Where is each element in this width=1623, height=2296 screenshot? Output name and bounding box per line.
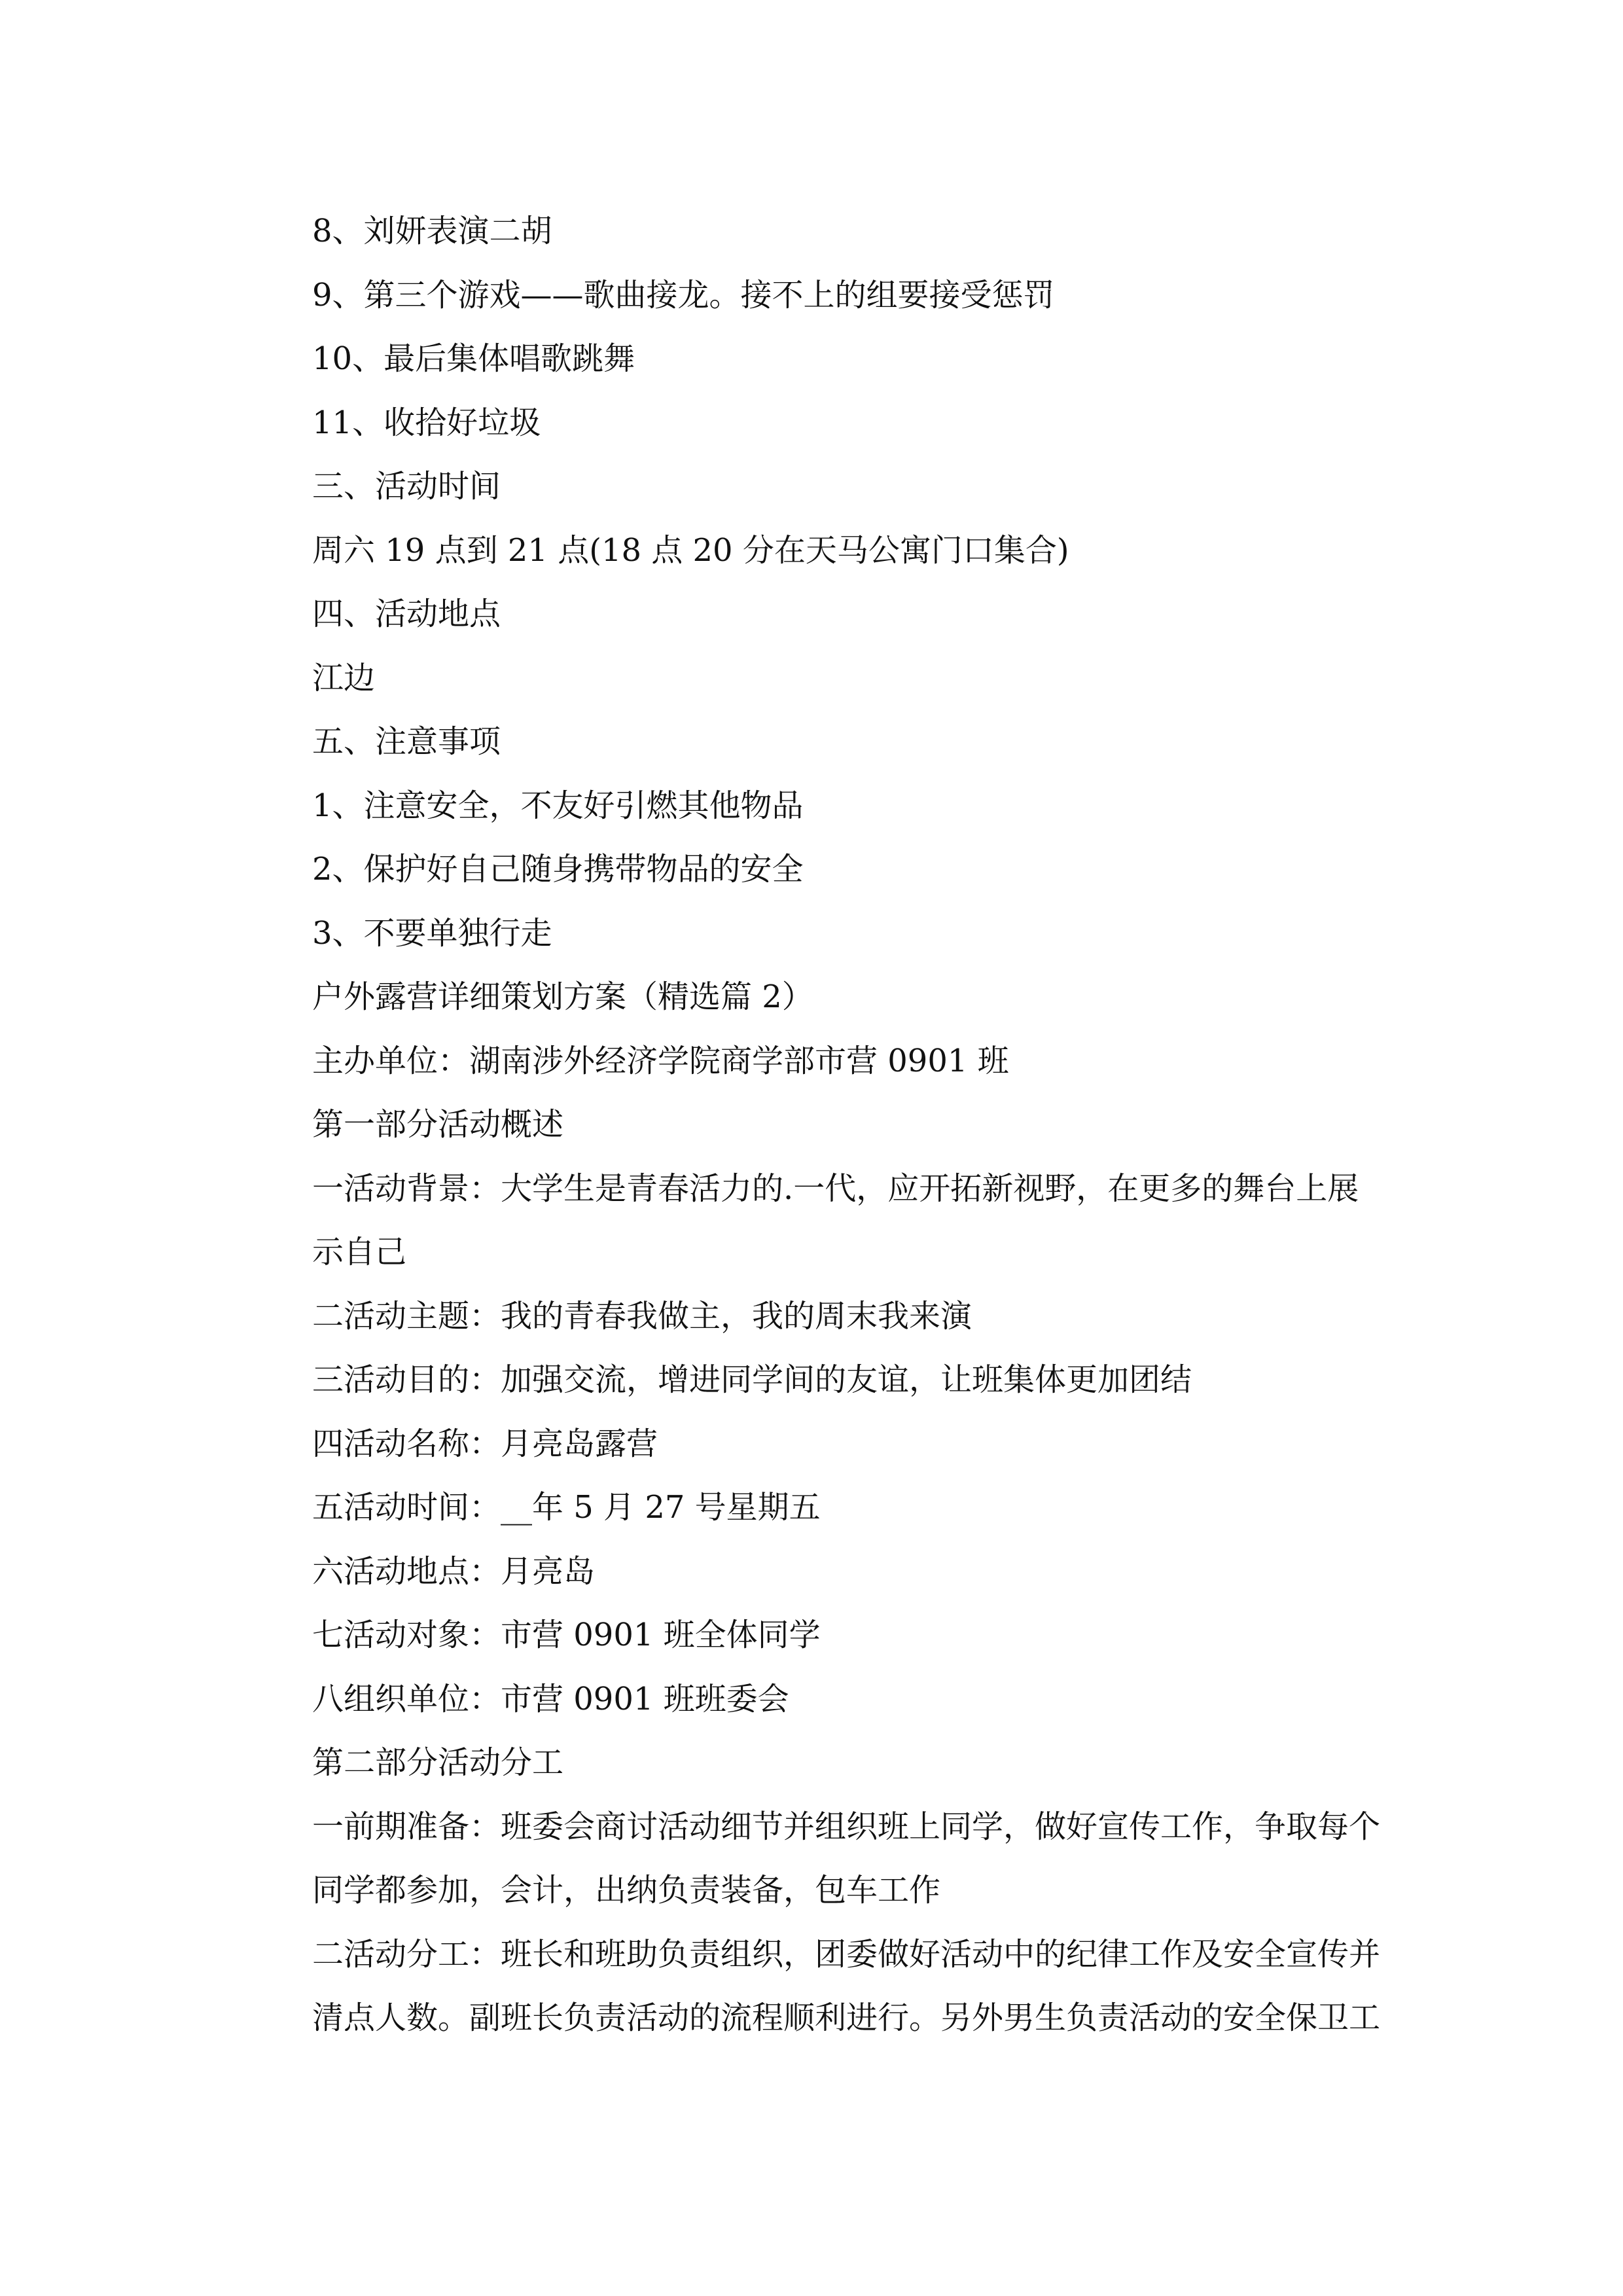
- part-two-heading: 第二部分活动分工: [312, 1744, 564, 1781]
- section-heading-time: 三、活动时间: [312, 468, 501, 505]
- section-heading-location: 四、活动地点: [312, 596, 501, 632]
- note-item-1: 1、注意安全，不友好引燃其他物品: [312, 787, 804, 824]
- list-item-8: 8、刘妍表演二胡: [312, 213, 552, 249]
- document-body: [246, 200, 1385, 2051]
- activity-location-text: 江边: [312, 659, 376, 696]
- activity-theme: 二活动主题：我的青春我做主，我的周末我来演: [312, 1297, 972, 1335]
- activity-participants: 七活动对象：市营 0901 班全体同学: [312, 1617, 821, 1653]
- note-item-2: 2、保护好自己随身携带物品的安全: [312, 851, 804, 888]
- section-heading-notes: 五、注意事项: [312, 723, 501, 760]
- list-item-9: 9、第三个游戏——歌曲接龙。接不上的组要接受惩罚: [312, 276, 1055, 314]
- activity-purpose: 三活动目的：加强交流，增进同学间的友谊，让班集体更加团结: [312, 1361, 1192, 1398]
- organizer-line: 主办单位：湖南涉外经济学院商学部市营 0901 班: [312, 1042, 1009, 1079]
- activity-date: 五活动时间：__年 5 月 27 号星期五: [312, 1489, 821, 1526]
- plan-title: 户外露营详细策划方案（精选篇 2）: [312, 978, 813, 1015]
- activity-background: 一活动背景：大学生是青春活力的.一代，应开拓新视野，在更多的舞台上展示自己: [312, 1170, 1359, 1270]
- activity-name: 四活动名称：月亮岛露营: [312, 1425, 658, 1462]
- activity-time-text: 周六 19 点到 21 点(18 点 20 分在天马公寓门口集合): [312, 531, 1069, 569]
- activity-place: 六活动地点：月亮岛: [312, 1552, 596, 1590]
- list-item-11: 11、收拾好垃圾: [312, 404, 541, 441]
- list-item-10: 10、最后集体唱歌跳舞: [312, 340, 635, 377]
- division-paragraph: 二活动分工：班长和班助负责组织，团委做好活动中的纪律工作及安全宣传并清点人数。副班长负责活动的流程顺利进行。另外男生负责活动的安全保卫工: [312, 1935, 1381, 2036]
- note-item-3: 3、不要单独行走: [312, 914, 552, 952]
- organizing-unit: 八组织单位：市营 0901 班班委会: [312, 1680, 789, 1717]
- part-one-heading: 第一部分活动概述: [312, 1106, 564, 1143]
- preparation-paragraph: 一前期准备：班委会商讨活动细节并组织班上同学，做好宣传工作，争取每个同学都参加，会计，出纳负责装备，包车工作: [312, 1808, 1381, 1909]
